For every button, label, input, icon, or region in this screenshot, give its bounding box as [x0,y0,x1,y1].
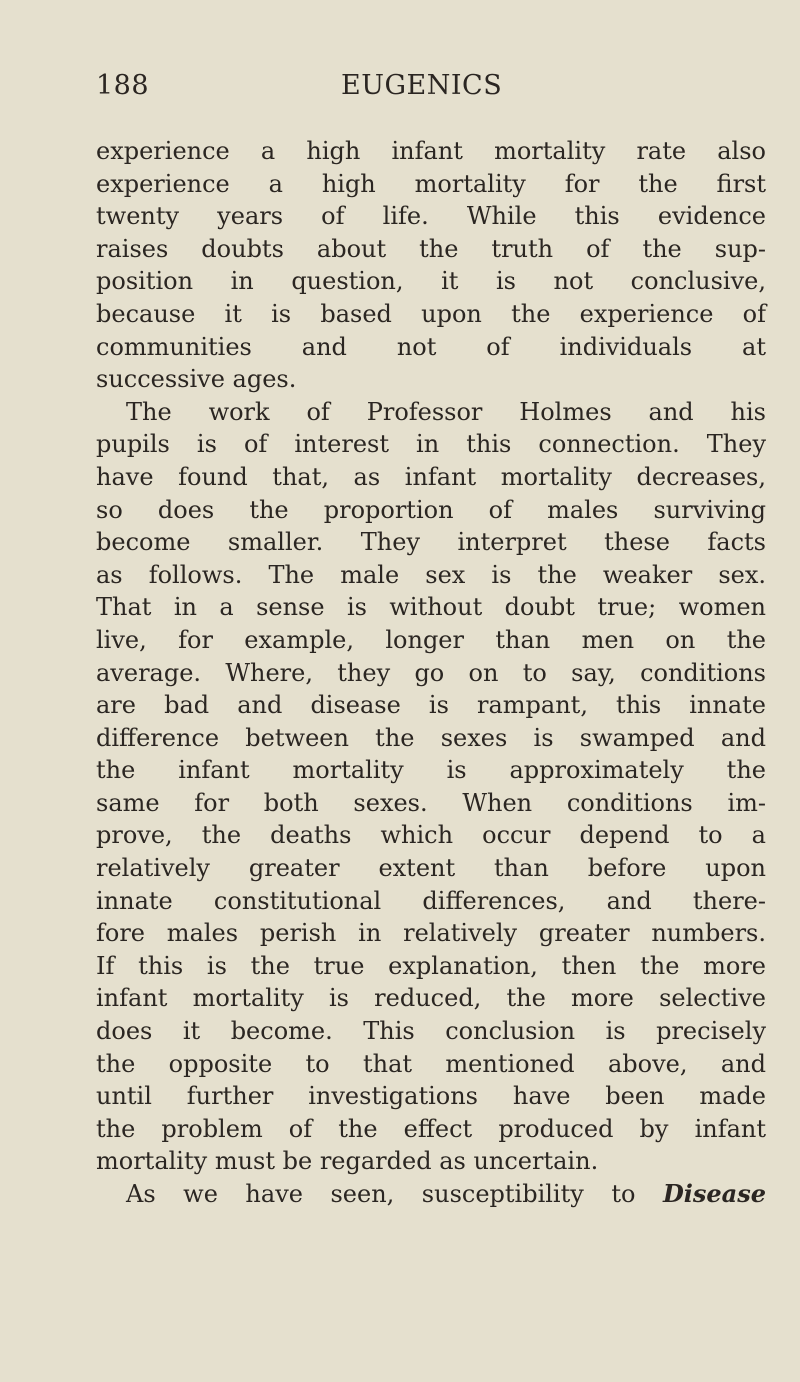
page-header [96,70,766,110]
text-line: The work of Professor Holmes and his [126,397,766,426]
text-line: experience a high infant mortality rate also [96,137,766,165]
text-line: successive ages. [96,365,297,394]
text-line: does it become. This conclusion is precisely [96,1017,766,1046]
page-number: 188 [96,70,150,101]
text-line: fore males perish in relatively greater numbers. [96,919,766,948]
final-line-text: As we have seen, susceptibility to [126,1180,636,1208]
body-text [96,135,766,1211]
running-head: EUGENICS [341,70,503,101]
text-line: raises doubts about the truth of the sup- [96,234,766,263]
text-line: communities and not of individuals at [96,332,766,361]
text-line: the opposite to that mentioned above, and [96,1049,766,1078]
text-line: live, for example, longer than men on the [96,625,766,654]
text-line: experience a high mortality for the first [96,169,766,198]
text-line: average. Where, they go on to say, conditions [96,658,766,687]
text-line: so does the proportion of males surviving [96,495,766,524]
text-line: mortality must be regarded as uncertain. [96,1147,599,1176]
text-line: relatively greater extent than before upon [96,854,766,883]
text-line: because it is based upon the experience of [96,299,766,328]
text-line: the infant mortality is approximately the [96,756,766,785]
text-line: the problem of the effect produced by infant [96,1114,766,1143]
italic-word: Disease [662,1179,766,1208]
text-line: prove, the deaths which occur depend to a [96,821,766,850]
text-line: are bad and disease is rampant, this innate [96,691,766,720]
text-line: twenty years of life. While this evidence [96,202,766,231]
text-line: difference between the sexes is swamped and [96,723,766,752]
text-line: infant mortality is reduced, the more selective [96,984,766,1013]
text-line: position in question, it is not conclusive, [96,267,766,296]
text-line: as follows. The male sex is the weaker sex. [96,560,766,589]
text-line: same for both sexes. When conditions im- [96,788,766,817]
text-line: That in a sense is without doubt true; women [96,593,766,622]
text-line: innate constitutional differences, and there- [96,886,766,915]
final-text-line [96,1178,766,1211]
text-line: until further investigations have been made [96,1082,766,1111]
text-line: have found that, as infant mortality decreases, [96,462,766,491]
text-line: become smaller. They interpret these facts [96,528,766,557]
text-line: If this is the true explanation, then the more [96,951,766,980]
text-line: pupils is of interest in this connection. They [96,430,766,459]
